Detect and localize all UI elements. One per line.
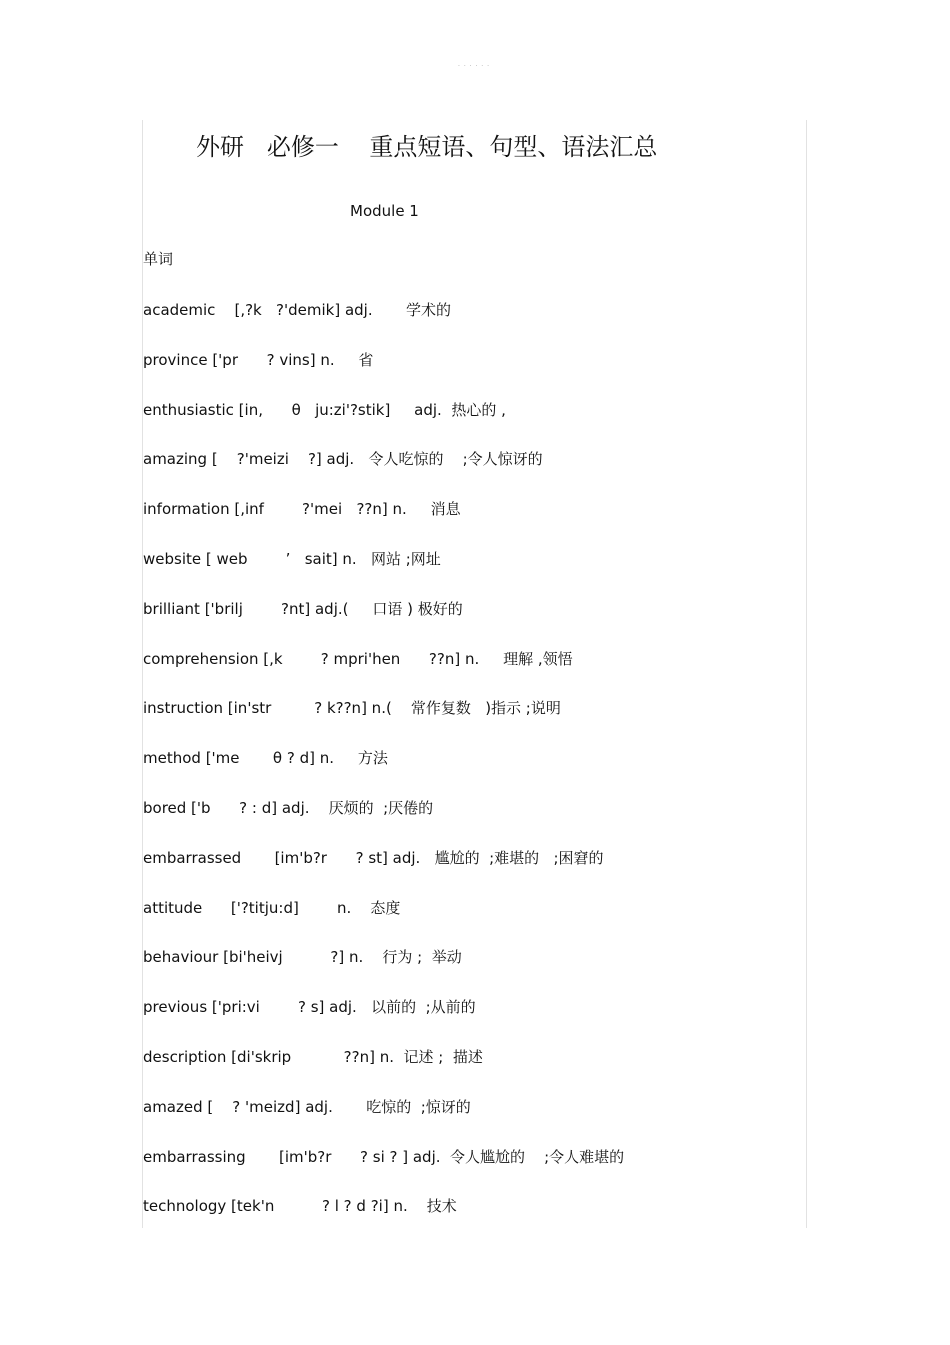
vocabulary-entry: amazing [ ?'meizi ?] adj. 令人吃惊的 ;令人惊讶的: [143, 450, 543, 469]
section-label: 单词: [143, 250, 174, 268]
vocabulary-entry: comprehension [,k ? mpri'hen ??n] n. 理解 ,领悟: [143, 649, 573, 668]
page-title: 外研 必修一 重点短语、句型、语法汇总: [196, 133, 658, 161]
vocabulary-entry: embarrassing [im'b?r ? si ? ] adj. 令人尴尬的 ;令人难堪的: [143, 1147, 625, 1166]
vocabulary-entry: enthusiastic [in, θ ju:zi'?stik] adj. 热心的 ,: [143, 400, 506, 419]
vocabulary-entry: embarrassed [im'b?r ? st] adj. 尴尬的 ;难堪的 ;困窘的: [143, 848, 604, 867]
vocabulary-entry: information [,inf ?'mei ??n] n. 消息: [143, 500, 461, 519]
vocabulary-entry: bored ['b ? : d] adj. 厌烦的 ;厌倦的: [143, 798, 434, 817]
vocabulary-entry: description [di'skrip ??n] n. 记述 ; 描述: [143, 1047, 483, 1066]
vocabulary-entry: attitude ['?titju:d] n. 态度: [143, 898, 401, 917]
vocabulary-entry: amazed [ ? 'meizd] adj. 吃惊的 ;惊讶的: [143, 1097, 471, 1116]
page-border-right: [806, 120, 807, 1228]
vocabulary-entry: behaviour [bi'heivj ?] n. 行为 ; 举动: [143, 948, 462, 967]
vocabulary-entry: website [ web ’ sait] n. 网站 ;网址: [143, 549, 441, 568]
vocabulary-entry: province ['pr ? vins] n. 省: [143, 350, 374, 369]
vocabulary-entry: brilliant ['brilj ?nt] adj.( 口语 ) 极好的: [143, 599, 463, 618]
vocabulary-entry: method ['me θ ? d] n. 方法: [143, 749, 388, 768]
vocabulary-entry: instruction [in'str ? k??n] n.( 常作复数 )指示 ;说明: [143, 699, 561, 718]
module-subtitle: Module 1: [350, 202, 419, 220]
vocabulary-entry: academic [,?k ?'demik] adj. 学术的: [143, 301, 451, 319]
vocabulary-entry: technology [tek'n ? l ? d ?i] n. 技术: [143, 1197, 457, 1216]
vocabulary-list: [143, 300, 803, 1246]
vocabulary-entry: previous ['pri:vi ? s] adj. 以前的 ;从前的: [143, 998, 476, 1017]
header-dots: · · · · · ·: [458, 63, 490, 70]
